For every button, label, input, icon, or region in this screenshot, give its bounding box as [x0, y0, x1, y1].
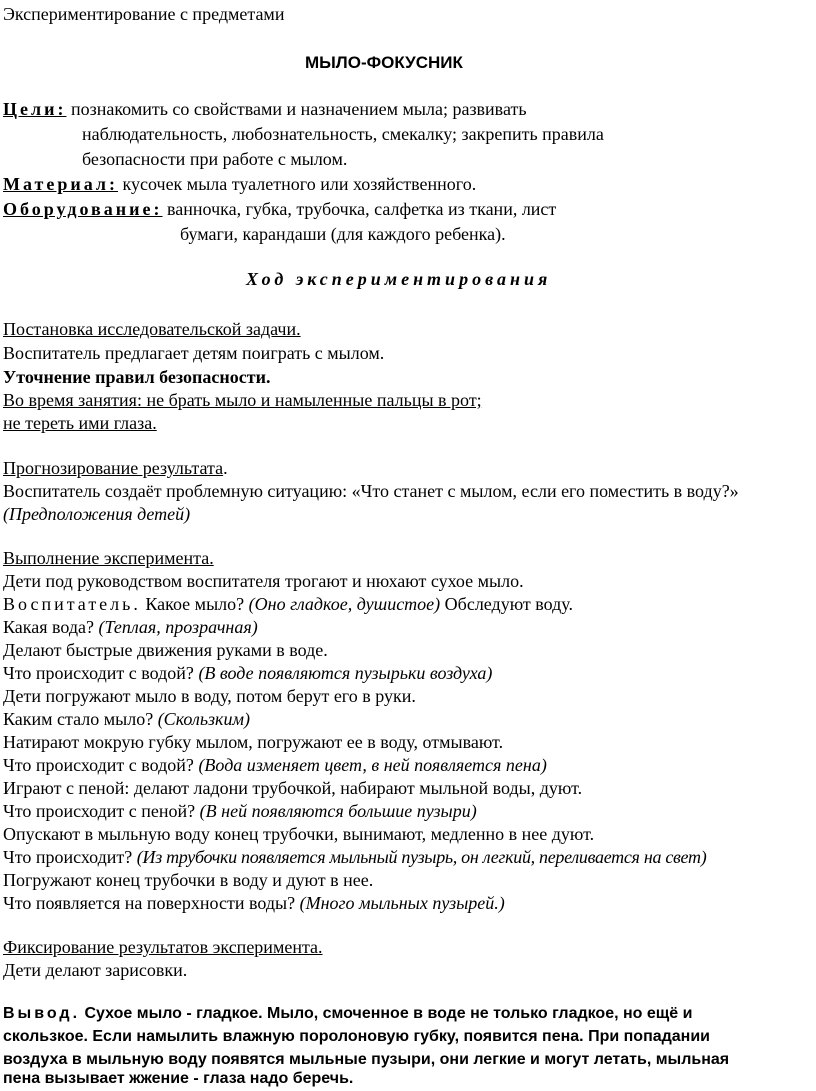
execution-line-3: [3, 616, 258, 638]
goals-line-3: безопасности при работе с мылом.: [82, 149, 348, 169]
execution-a7: (Скользким): [157, 709, 250, 729]
forecast-heading-line: [3, 457, 228, 479]
execution-speaker: Воспитатель.: [3, 594, 141, 614]
conclusion-line-4: пена вызывает жжение - глаза надо беречь.: [3, 1070, 354, 1087]
equipment-text-1: ванночка, губка, трубочка, салфетка из ткани, лист: [167, 199, 557, 219]
execution-line-6: Дети погружают мыло в воду, потом берут его в руки.: [3, 686, 416, 706]
equipment-label: Оборудование:: [3, 199, 163, 219]
safety-line-1: Во время занятия: не брать мыло и намыленные пальцы в рот;: [3, 390, 482, 410]
execution-line-14: Погружают конец трубочки в воду и дуют в нее.: [3, 870, 374, 890]
execution-line-10: Играют с пеной: делают ладони трубочкой, набирают мыльной воды, дуют.: [3, 778, 583, 798]
task-heading: Постановка исследовательской задачи.: [3, 319, 301, 339]
execution-q9: Что происходит с водой?: [3, 755, 199, 775]
execution-line-5: [3, 662, 492, 684]
execution-heading: Выполнение эксперимента.: [3, 548, 214, 568]
execution-q5: Что происходит с водой?: [3, 663, 199, 683]
forecast-heading-end: .: [223, 458, 228, 478]
execution-a5: (В воде появляются пузырьки воздуха): [198, 663, 493, 683]
execution-a11: (В ней появляются большие пузыри): [199, 801, 477, 821]
execution-line-9: [3, 754, 547, 776]
execution-q3: Какая вода?: [3, 617, 99, 637]
document-header: Экспериментирование с предметами: [3, 4, 285, 24]
execution-line-8: Натирают мокрую губку мылом, погружают ее в воду, отмывают.: [3, 732, 504, 752]
execution-line-4: Делают быстрые движения руками в воде.: [3, 640, 328, 660]
execution-line-2: [3, 593, 573, 615]
equipment-line-1: [3, 198, 556, 220]
document-title: МЫЛО-ФОКУСНИК: [305, 53, 463, 72]
goals-label: Цели:: [3, 99, 67, 119]
execution-q15: Что появляется на поверхности воды?: [3, 893, 300, 913]
execution-line-13: [3, 846, 706, 868]
material-text: кусочек мыла туалетного или хозяйственного.: [122, 174, 477, 194]
material-line: [3, 173, 476, 195]
execution-line-12: Опускают в мыльную воду конец трубочки, вынимают, медленно в нее дуют.: [3, 824, 595, 844]
forecast-note: (Предположения детей): [3, 504, 191, 524]
execution-line-1: Дети под руководством воспитателя трогают и нюхают сухое мыло.: [3, 571, 524, 591]
material-label: Материал:: [3, 174, 118, 194]
safety-line-2: не тереть ими глаза.: [3, 413, 157, 433]
execution-q11: Что происходит с пеной?: [3, 801, 200, 821]
conclusion-label: Вывод.: [3, 1005, 81, 1022]
execution-a9: (Вода изменяет цвет, в ней появляется пена): [198, 755, 547, 775]
equipment-line-2: бумаги, карандаши (для каждого ребенка).: [180, 224, 506, 244]
goals-text-1: познакомить со свойствами и назначением мыла; развивать: [70, 99, 527, 119]
goals-line-2: наблюдательность, любознательность, смекалку; закрепить правила: [82, 124, 604, 144]
forecast-text: Воспитатель создаёт проблемную ситуацию: «Что станет с мылом, если его поместить в воду?»: [3, 481, 739, 501]
goals-line-1: [3, 98, 527, 120]
execution-line-7: [3, 708, 250, 730]
execution-rest2: Обследуют воду.: [440, 594, 574, 614]
fixation-text: Дети делают зарисовки.: [3, 960, 188, 980]
execution-q7: Каким стало мыло?: [3, 709, 158, 729]
conclusion-line-1: [3, 1003, 692, 1025]
execution-q2: Какое мыло?: [140, 594, 249, 614]
conclusion-line-2: скользкое. Если намылить влажную поролоновую губку, появится пена. При попадании: [3, 1028, 711, 1045]
execution-line-11: [3, 800, 477, 822]
execution-a13: (Из трубочки появляется мыльный пузырь, он легкий, переливается на свет): [136, 847, 707, 867]
fixation-heading: Фиксирование результатов эксперимента.: [3, 937, 323, 957]
conclusion-line-3: воздуха в мыльную воду появятся мыльные пузыри, они легкие и могут летать, мыльная: [3, 1051, 730, 1068]
task-text: Воспитатель предлагает детям поиграть с мылом.: [3, 343, 385, 363]
execution-a3: (Теплая, прозрачная): [98, 617, 258, 637]
section-title: Ход экспериментирования: [246, 269, 552, 289]
forecast-heading: Прогнозирование результата: [3, 458, 224, 478]
conclusion-text-1: Сухое мыло - гладкое. Мыло, смоченное в воде не только гладкое, но ещё и: [80, 1005, 693, 1022]
execution-line-15: [3, 892, 505, 914]
execution-q13: Что происходит?: [3, 847, 137, 867]
safety-heading: Уточнение правил безопасности.: [3, 367, 271, 387]
execution-a2: (Оно гладкое, душистое): [248, 594, 441, 614]
execution-a15: (Много мыльных пузырей.): [299, 893, 505, 913]
